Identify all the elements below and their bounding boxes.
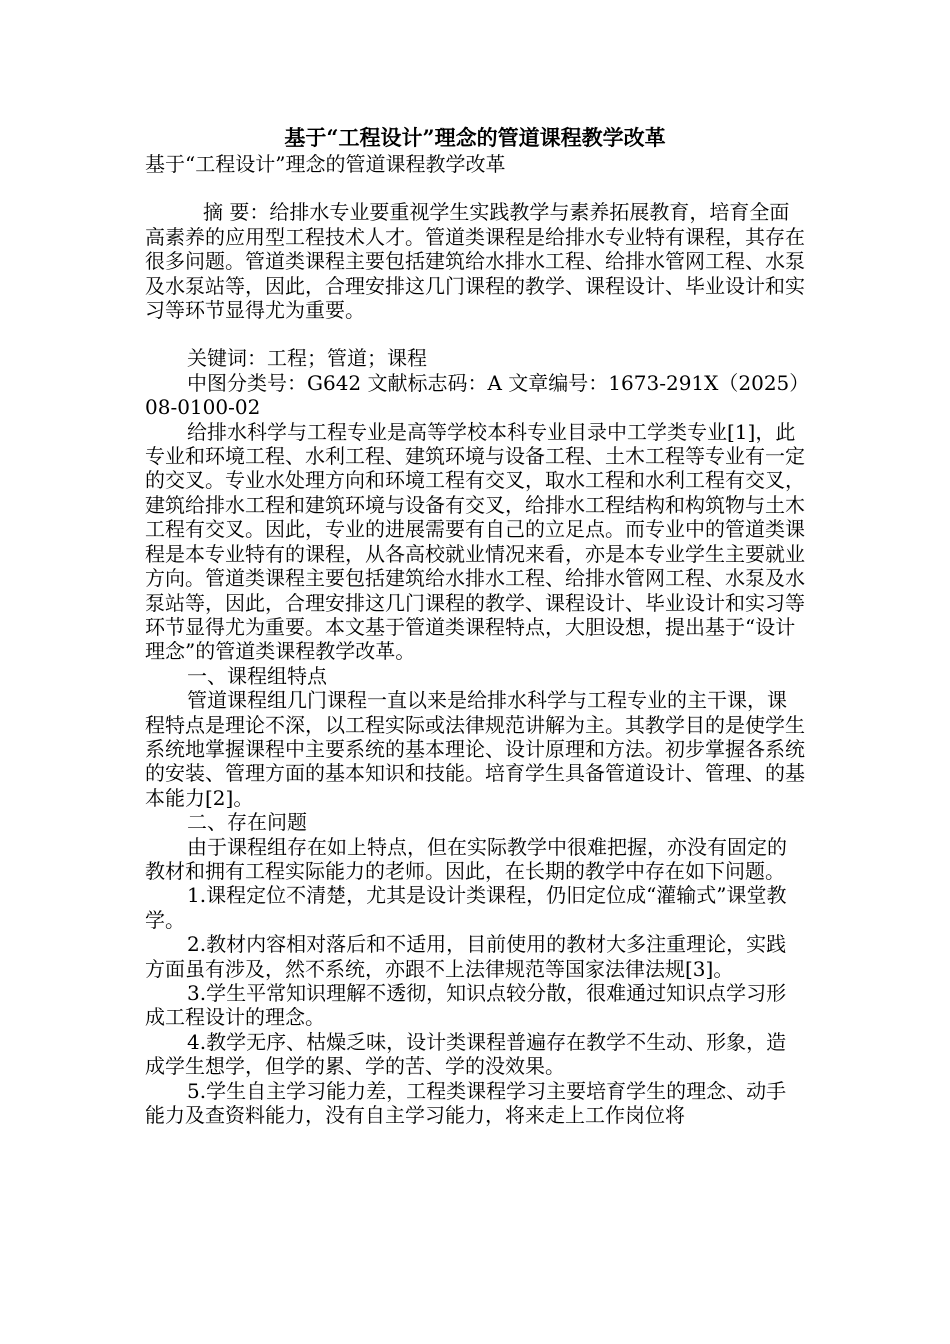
section-heading-2: 二、存在问题 [187,810,307,835]
spacer [145,176,805,200]
problem-item-3: 3.学生平常知识理解不透彻，知识点较分散，很难通过知识点学习形成工程设计的理念。 [145,981,787,1030]
section-paragraph-2: 由于课程组存在如上特点，但在实际教学中很难把握，亦没有固定的教材和拥有工程实际能力的老师。因此，在长期的教学中存在如下问题。 [145,834,787,883]
problem-item-2: 2.教材内容相对落后和不适用，目前使用的教材大多注重理论，实践方面虽有涉及，然不系统，亦跟不上法律规范等国家法律法规[3]。 [145,932,787,981]
problem-item-4: 4.教学无序、枯燥乏味，设计类课程普遍存在教学不生动、形象，造成学生想学，但学的累、学的苦、学的没效果。 [145,1029,787,1079]
document-body [145,152,805,1127]
section-paragraph-1: 管道课程组几门课程一直以来是给排水科学与工程专业的主干课，课程特点是理论不深，以工程实际或法律规范讲解为主。其教学目的是使学生系统地掌握课程中主要系统的基本理论、设计原理和方法。初步掌握各系统的安装、管理方面的基本知识和技能。培育学生具备管道设计、管理、的基本能力[2]。 [145,688,805,810]
abstract-paragraph: 摘 要：给排水专业要重视学生实践教学与素养拓展教育，培育全面高素养的应用型工程技术人才。管道类课程是给排水专业特有课程，其存在很多问题。管道类课程主要包括建筑给水排水工程、给排水管网工程、水泵及水泵站等，因此，合理安排这几门课程的教学、课程设计、毕业设计和实习等环节显得尤为重要。 [145,200,805,323]
spacer [145,322,805,346]
classification-line: 中图分类号：G642 文献标志码：A 文章编号：1673-291X（2025）08-0100-02 [145,370,800,420]
document-subtitle: 基于“工程设计”理念的管道课程教学改革 [145,152,506,176]
keywords-line: 关键词：工程；管道；课程 [187,346,427,371]
intro-paragraph: 给排水科学与工程专业是高等学校本科专业目录中工学类专业[1]，此专业和环境工程、水利工程、建筑环境与设备工程、土木工程等专业有一定的交叉。专业水处理方向和环境工程有交叉，取水工程和水利工程有交叉，建筑给排水工程和建筑环境与设备有交叉，给排水工程结构和构筑物与土木工程有交叉。因此，专业的进展需要有自己的立足点。而专业中的管道类课程是本专业特有的课程，从各高校就业情况来看，亦是本专业学生主要就业方向。管道类课程主要包括建筑给水排水工程、给排水管网工程、水泵及水泵站等，因此，合理安排这几门课程的教学、课程设计、毕业设计和实习等环节显得尤为重要。本文基于管道类课程特点，大胆设想，提出基于“设计理念”的管道类课程教学改革。 [145,419,805,664]
document-title: 基于“工程设计”理念的管道课程教学改革 [284,125,666,150]
section-heading-1: 一、课程组特点 [187,663,327,688]
problem-item-1: 1.课程定位不清楚，尤其是设计类课程，仍旧定位成“灌输式”课堂教学。 [145,883,787,932]
problem-item-5: 5.学生自主学习能力差，工程类课程学习主要培育学生的理念、动手能力及查资料能力，没有自主学习能力，将来走上工作岗位将 [145,1078,787,1128]
